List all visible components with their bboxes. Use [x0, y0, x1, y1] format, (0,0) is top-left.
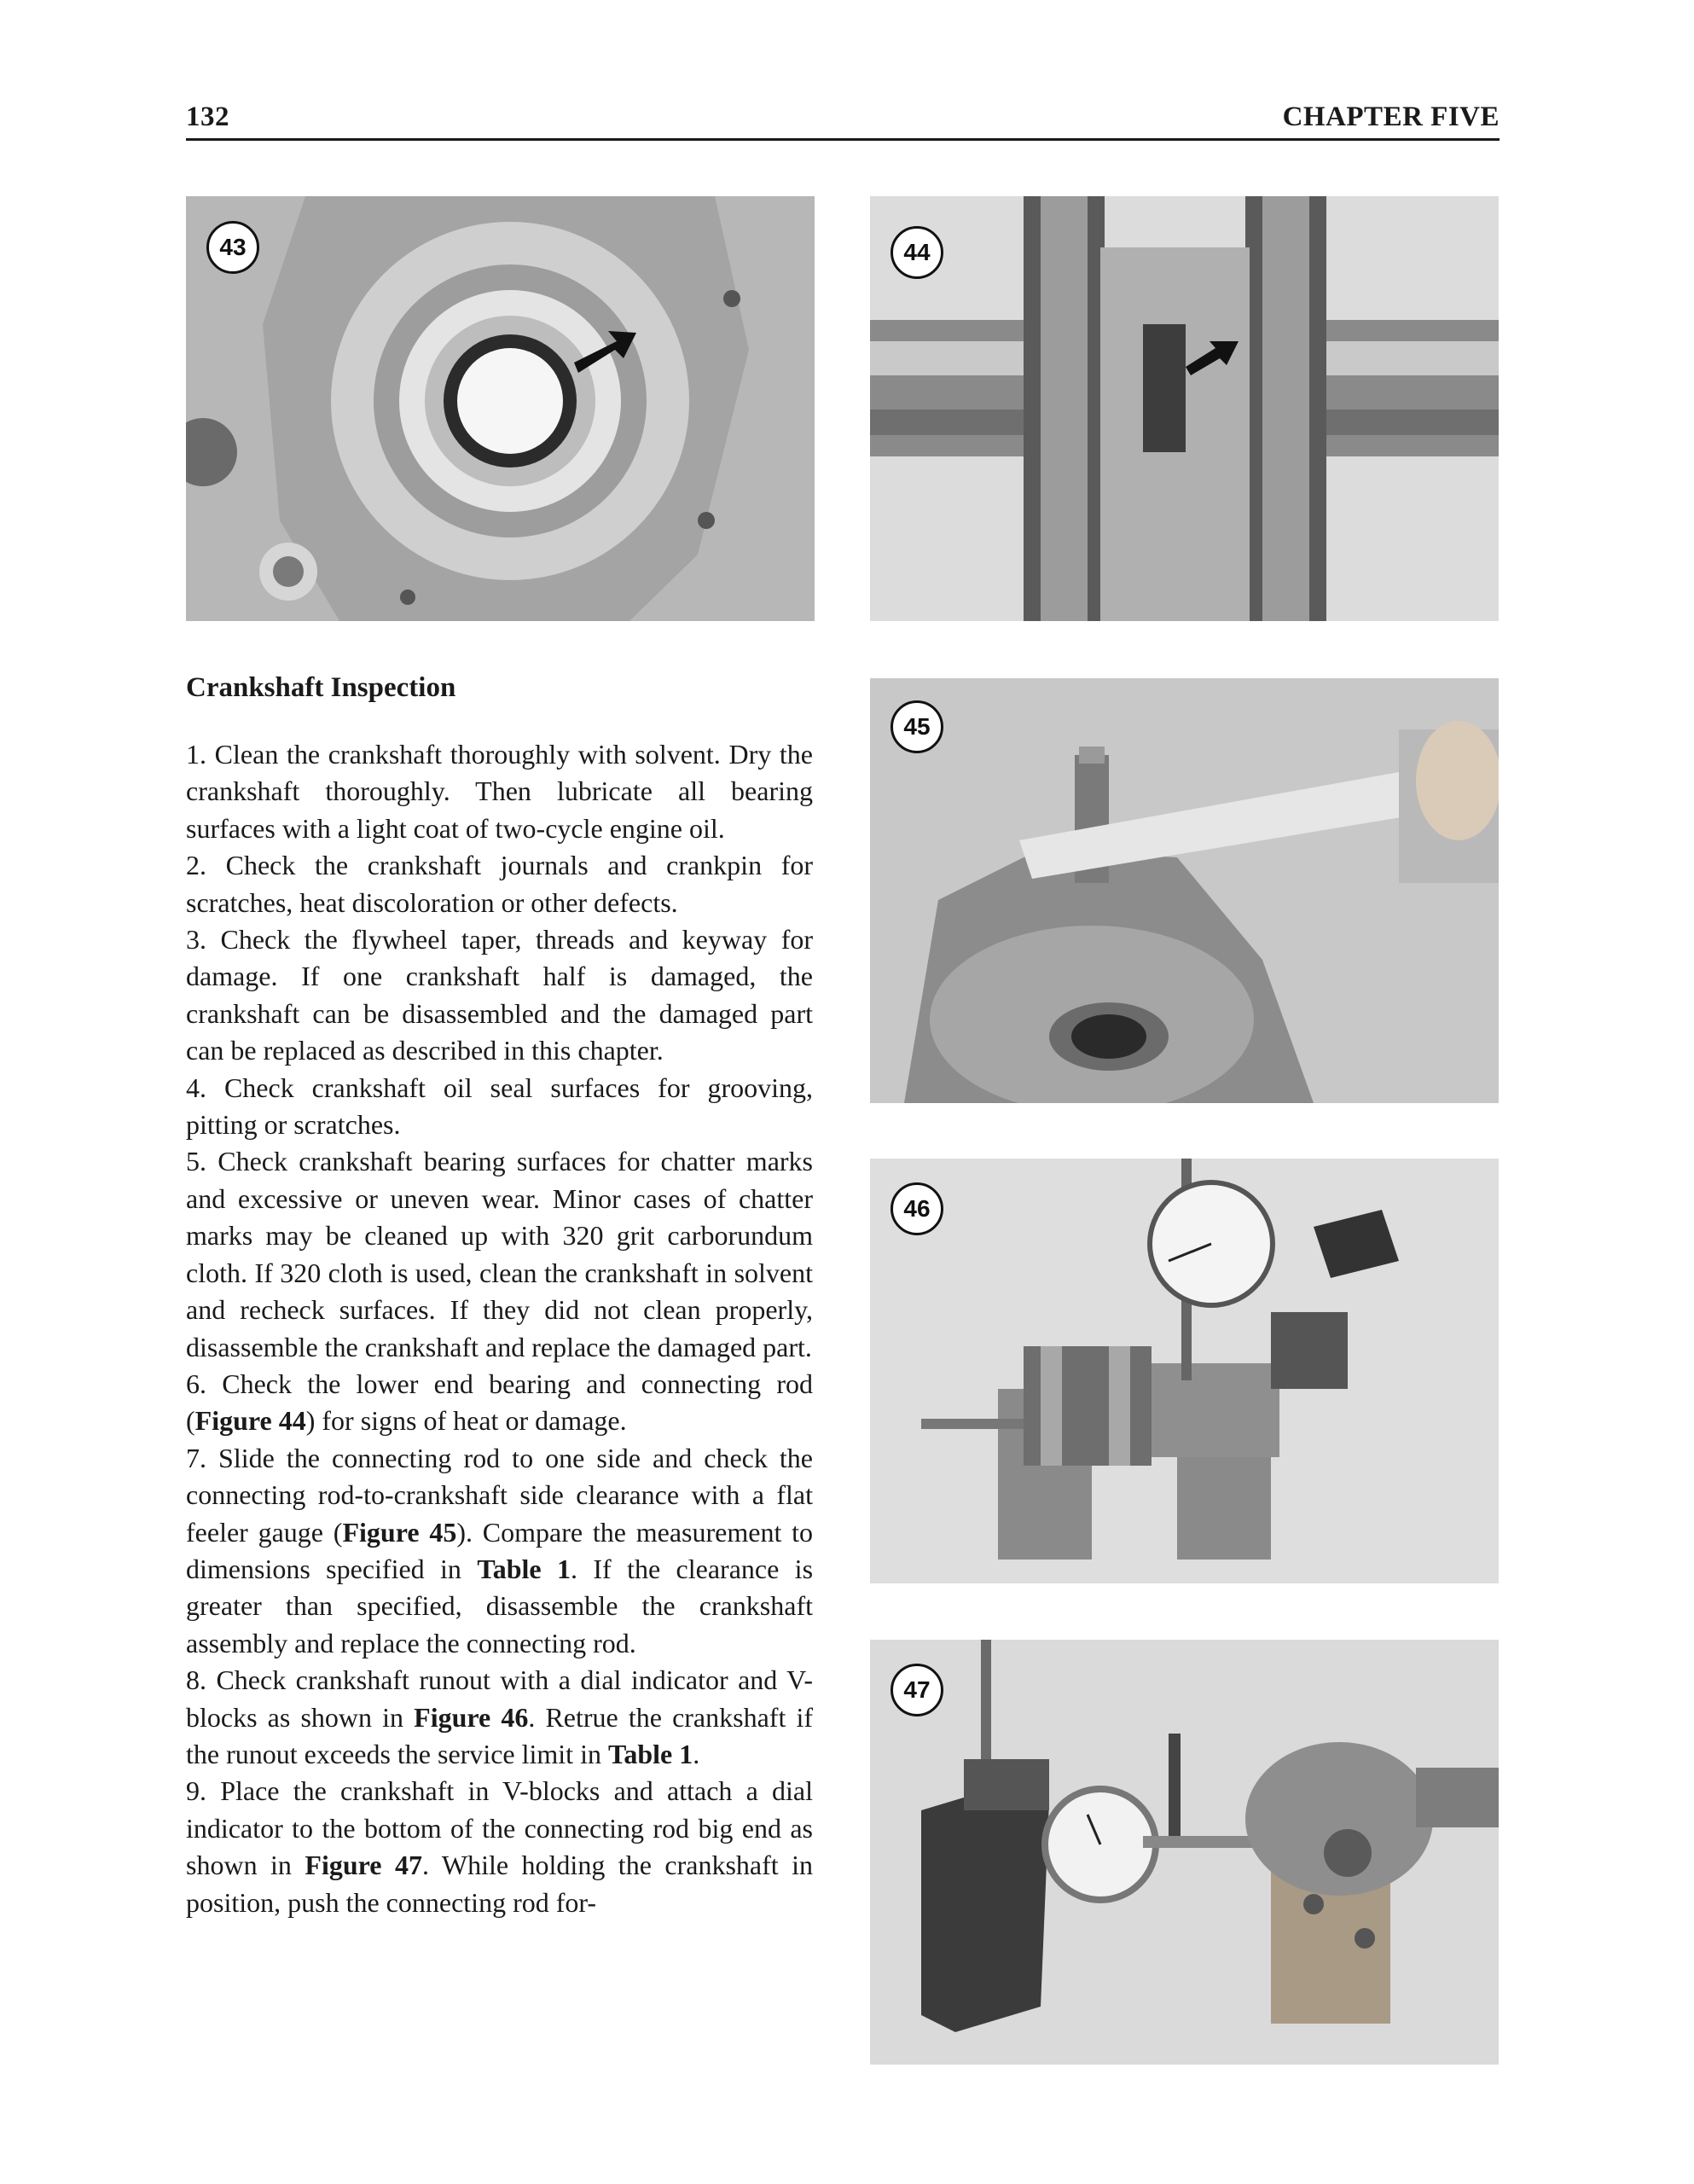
inspection-step — [186, 736, 813, 847]
figure-number-badge: 46 — [891, 1182, 943, 1235]
step-text: 9. Place the crankshaft in V-blocks and attach a dial indicator to the bottom of the connecting rod big end as shown in — [186, 1775, 813, 1881]
step-text: 4. Check crankshaft oil seal surfaces for grooving, pitting or scratches. — [186, 1072, 813, 1141]
step-text: 6. Check the lower end bearing and connecting rod ( — [186, 1368, 813, 1437]
step-text: . Retrue the crankshaft if the runout exceeds the service limit in — [186, 1701, 814, 1769]
reference-text: Figure 46 — [414, 1701, 529, 1733]
reference-text: Figure 47 — [305, 1850, 422, 1881]
crankshaft-connecting-rod-photo — [870, 196, 1499, 621]
steps-list — [186, 736, 813, 1921]
chapter-title: CHAPTER FIVE — [1282, 102, 1500, 132]
step-text: ). Compare the measurement to dimensions specified in — [186, 1516, 814, 1584]
inspection-step — [186, 1366, 813, 1440]
inspection-step — [186, 1070, 813, 1144]
dial-indicator-rod-photo — [870, 1640, 1499, 2065]
reference-text: Figure 45 — [342, 1516, 457, 1548]
step-text: . While holding the crankshaft in position, push the connecting rod for- — [186, 1850, 814, 1918]
text-column — [186, 671, 813, 1921]
figure-46 — [870, 1159, 1499, 1583]
figure-number-badge: 43 — [206, 221, 259, 274]
step-text: 5. Check crankshaft bearing surfaces for chatter marks and excessive or uneven wear. Minor cases of chatter marks may be cleaned up with 320 grit carborundum cloth. If 320 cloth is used, clean the crankshaft in solvent and recheck surfaces. If they did not clean properly, disassemble the crankshaft and replace the damaged part. — [186, 1146, 813, 1362]
reference-text: Table 1 — [607, 1738, 693, 1769]
dial-indicator-runout-photo — [870, 1159, 1499, 1583]
section-heading: Crankshaft Inspection — [186, 672, 456, 703]
figure-47 — [870, 1640, 1499, 2065]
crankcase-bearing-photo — [186, 196, 815, 621]
figure-45 — [870, 678, 1499, 1103]
page-number: 132 — [186, 102, 229, 132]
inspection-step — [186, 1773, 813, 1921]
figure-number-badge: 47 — [891, 1664, 943, 1716]
step-text: 2. Check the crankshaft journals and crankpin for scratches, heat discoloration or other defects. — [186, 850, 813, 918]
figure-number-badge: 45 — [891, 700, 943, 753]
figure-number-badge: 44 — [891, 226, 943, 279]
figure-44 — [870, 196, 1499, 621]
step-text: ) for signs of heat or damage. — [305, 1405, 627, 1437]
figure-43 — [186, 196, 815, 621]
feeler-gauge-photo — [870, 678, 1499, 1103]
reference-text: Figure 44 — [194, 1405, 306, 1437]
inspection-step — [186, 921, 813, 1070]
step-text: . — [693, 1738, 700, 1769]
page-header — [186, 96, 1500, 141]
step-text: 8. Check crankshaft runout with a dial indicator and V-blocks as shown in — [186, 1664, 813, 1733]
step-text: 1. Clean the crankshaft thoroughly with solvent. Dry the crankshaft thoroughly. Then lubricate all bearing surfaces with a light coat of two-cycle engine oil. — [186, 739, 813, 844]
step-text: . If the clearance is greater than specified, disassemble the crankshaft assembly and replace the connecting rod. — [186, 1553, 814, 1658]
step-text: 3. Check the flywheel taper, threads and keyway for damage. If one crankshaft half is damaged, the crankshaft can be disassembled and the damaged part can be replaced as described in this chapter. — [186, 924, 813, 1066]
inspection-step — [186, 1143, 813, 1365]
inspection-step — [186, 1662, 813, 1773]
inspection-step — [186, 847, 813, 921]
inspection-step — [186, 1440, 813, 1662]
reference-text: Table 1 — [477, 1553, 571, 1584]
step-text: 7. Slide the connecting rod to one side and check the connecting rod-to-crankshaft side clearance with a flat feeler gauge ( — [186, 1442, 813, 1548]
